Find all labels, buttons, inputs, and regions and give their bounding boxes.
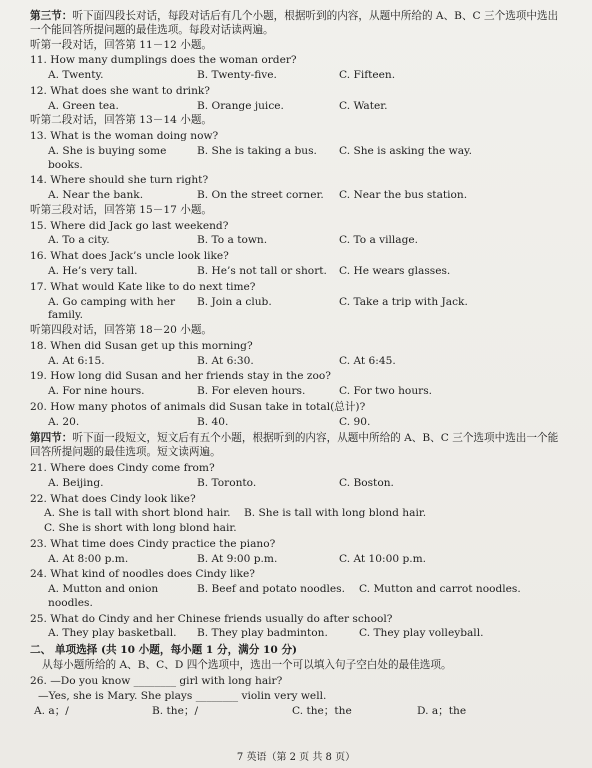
- option-a: A. At 8:00 p.m.: [48, 552, 129, 565]
- option-a: A. Green tea.: [48, 99, 119, 112]
- section3-instruction: [30, 10, 568, 38]
- option-b: B. She is taking a bus.: [197, 144, 317, 157]
- dialogue4-note: 听第四段对话，回答第 18－20 小题。: [30, 324, 213, 337]
- question-text: 22. What does Cindy look like?: [30, 492, 196, 505]
- question-16: [30, 250, 568, 279]
- question-25: [30, 613, 568, 642]
- option-c: C. For two hours.: [339, 385, 433, 398]
- section3-heading: 第三节：: [30, 10, 73, 22]
- page-footer: 7 英语（第 2 页 共 8 页）: [236, 752, 356, 763]
- option-a: A. For nine hours.: [48, 385, 145, 398]
- question-text: 16. What does Jack’s uncle look like?: [30, 250, 229, 263]
- option-c: C. At 6:45.: [339, 354, 396, 367]
- option-b: B. Beef and potato noodles.: [197, 583, 345, 596]
- option-a: A. At 6:15.: [48, 354, 105, 367]
- question-text: 24. What kind of noodles does Cindy like?: [30, 568, 255, 581]
- option-a: A. Beijing.: [48, 476, 104, 489]
- option-c: C. Water.: [339, 99, 388, 112]
- question-20: [30, 401, 568, 430]
- question-text: 14. Where should she turn right?: [30, 174, 209, 187]
- option-c: C. She is asking the way.: [339, 144, 472, 157]
- question-line-1: 26. —Do you know ________ girl with long hair?: [30, 674, 283, 687]
- option-a: A. Near the bank.: [48, 189, 144, 202]
- question-text: 25. What do Cindy and her Chinese friends usually do after school?: [30, 612, 393, 625]
- question-11: [30, 54, 568, 83]
- option-c: C. Boston.: [339, 476, 394, 489]
- option-c: C. She is short with long blond hair.: [44, 522, 237, 535]
- question-text: 23. What time does Cindy practice the piano?: [30, 537, 276, 550]
- option-a: A. Twenty.: [48, 69, 104, 82]
- question-text: 20. How many photos of animals did Susan take in total(总计)?: [30, 400, 366, 413]
- question-text: 18. When did Susan get up this morning?: [30, 339, 253, 352]
- option-b: B. the；/: [152, 705, 199, 718]
- section4-text: 听下面一段短文，短文后有五个小题，根据听到的内容，从题中所给的 A、B、C 三个选项中选出一个能回答所提问题的最佳选项。短文读两遍。: [30, 432, 559, 459]
- question-text: 12. What does she want to drink?: [30, 84, 210, 97]
- question-text: 17. What would Kate like to do next time?: [30, 280, 256, 293]
- section4-instruction: [30, 432, 568, 460]
- option-c: C. Take a trip with Jack.: [339, 295, 468, 308]
- option-b: B. Orange juice.: [197, 99, 284, 112]
- option-a: A. Go camping with her family.: [48, 295, 176, 322]
- question-19: [30, 370, 568, 399]
- option-c: C. the；the: [292, 705, 352, 718]
- question-15: [30, 220, 568, 249]
- option-a: A. They play basketball.: [48, 627, 177, 640]
- option-a: A. Mutton and onion noodles.: [48, 583, 159, 609]
- question-26: [30, 675, 568, 719]
- question-line-2: —Yes, she is Mary. She plays ________ violin very well.: [38, 690, 327, 703]
- question-21: [30, 462, 568, 491]
- option-b: B. They play badminton.: [197, 627, 328, 640]
- question-24: [30, 568, 568, 610]
- option-c: C. Fifteen.: [339, 69, 396, 82]
- option-b: B. 40.: [197, 415, 229, 428]
- option-a: A. He’s very tall.: [48, 265, 138, 278]
- option-b: B. Twenty-five.: [197, 69, 277, 82]
- section4-heading: 第四节：: [30, 432, 73, 445]
- option-a: A. To a city.: [48, 234, 110, 247]
- option-c: C. They play volleyball.: [359, 627, 484, 640]
- question-13: [30, 130, 568, 172]
- option-a: A. 20.: [48, 415, 80, 428]
- option-c: C. He wears glasses.: [339, 265, 451, 278]
- option-c: C. At 10:00 p.m.: [339, 552, 427, 565]
- option-b: B. For eleven hours.: [197, 385, 306, 398]
- option-b: B. He’s not tall or short.: [197, 265, 327, 278]
- question-14: [30, 174, 568, 203]
- option-b: B. At 9:00 p.m.: [197, 552, 278, 565]
- option-a: A. a；/: [34, 705, 69, 718]
- part2-heading: 二、 单项选择 (共 10 小题，每小题 1 分，满分 10 分): [30, 644, 298, 657]
- question-text: 19. How long did Susan and her friends stay in the zoo?: [30, 370, 331, 383]
- option-c: C. Mutton and carrot noodles.: [359, 583, 521, 596]
- option-c: C. Near the bus station.: [339, 189, 468, 202]
- option-d: D. a；the: [417, 705, 467, 718]
- option-a: A. She is buying some books.: [48, 144, 167, 171]
- question-text: 21. Where does Cindy come from?: [30, 461, 215, 474]
- option-b: B. She is tall with long blond hair.: [244, 507, 427, 520]
- question-22: [30, 493, 568, 536]
- option-b: B. Toronto.: [197, 476, 257, 489]
- option-c: C. To a village.: [339, 234, 419, 247]
- option-b: B. On the street corner.: [197, 189, 324, 202]
- question-text: 15. Where did Jack go last weekend?: [30, 219, 229, 232]
- part2-instruction: 从每小题所给的 A、B、C、D 四个选项中，选出一个可以填入句子空白处的最佳选项。: [42, 658, 452, 671]
- question-17: [30, 281, 568, 323]
- option-b: B. To a town.: [197, 234, 268, 247]
- dialogue2-note: 听第二段对话，回答第 13－14 小题。: [30, 114, 213, 127]
- question-23: [30, 538, 568, 567]
- section3-text: 听下面四段长对话，每段对话后有几个小题，根据听到的内容，从题中所给的 A、B、C 三个选项中选出一个能回答所提问题的最佳选项。每段对话读两遍。: [30, 10, 559, 36]
- question-12: [30, 85, 568, 114]
- option-c: C. 90.: [339, 415, 371, 428]
- question-text: 13. What is the woman doing now?: [30, 130, 219, 143]
- option-b: B. Join a club.: [197, 295, 272, 308]
- dialogue3-note: 听第三段对话，回答第 15－17 小题。: [30, 203, 213, 216]
- question-18: [30, 340, 568, 369]
- option-a: A. She is tall with short blond hair.: [44, 507, 231, 520]
- option-b: B. At 6:30.: [197, 354, 254, 367]
- question-text: 11. How many dumplings does the woman order?: [30, 54, 297, 67]
- dialogue1-note: 听第一段对话，回答第 11－12 小题。: [30, 38, 213, 51]
